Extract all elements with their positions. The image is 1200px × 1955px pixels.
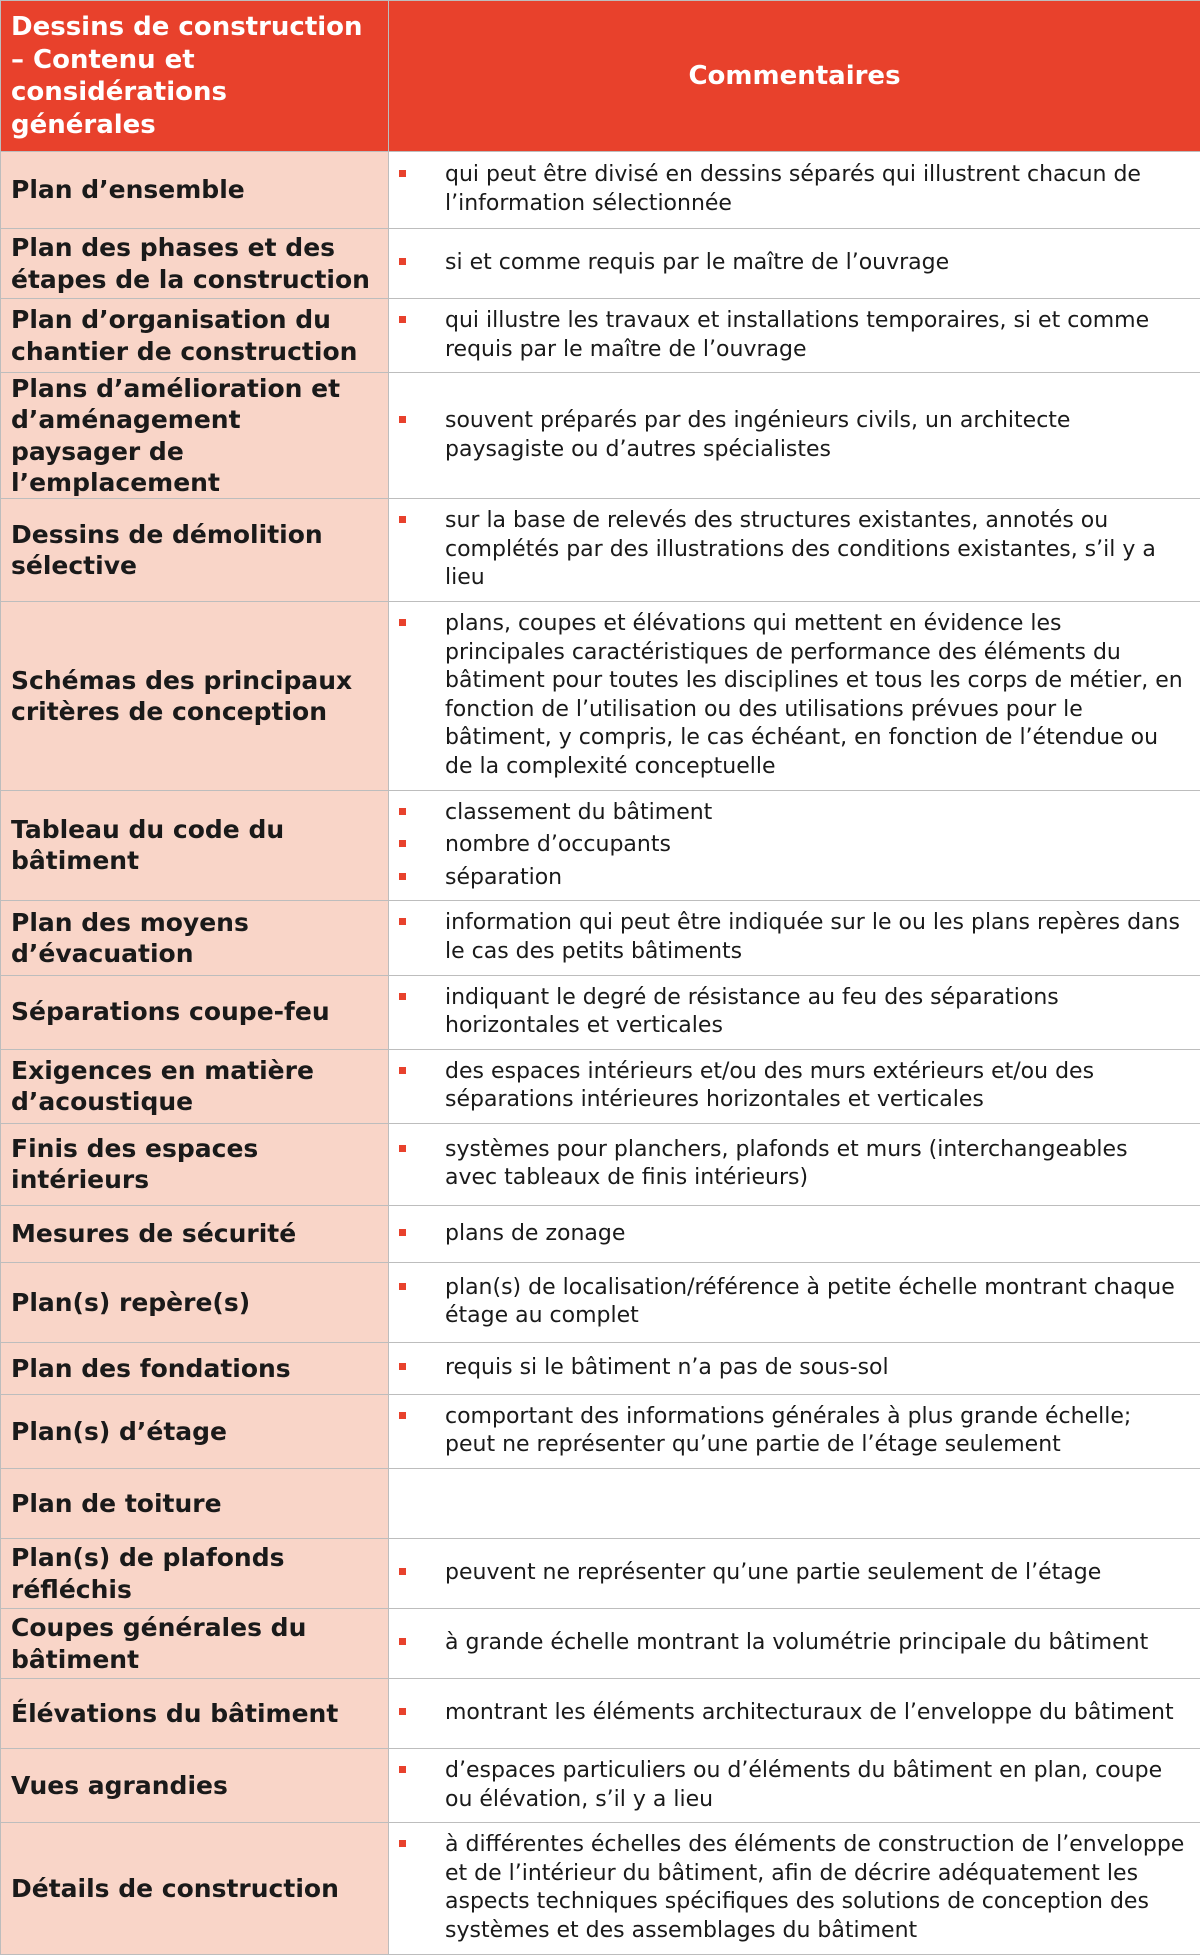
comment-cell [389, 601, 1200, 790]
comment-cell [389, 1679, 1200, 1749]
comment-text: si et comme requis par le maître de l’ouvrage [445, 250, 949, 275]
comment-item [399, 1403, 1186, 1460]
comment-list [399, 1220, 1186, 1249]
comment-list [399, 1699, 1186, 1728]
table-row [1, 1262, 1200, 1342]
comment-item [399, 1559, 1186, 1588]
comment-item [399, 249, 1186, 278]
table-row [1, 299, 1200, 373]
comment-cell [389, 1262, 1200, 1342]
drawing-type-cell: Schémas des principaux critères de conception [1, 601, 389, 790]
bullet-square-icon [399, 258, 406, 265]
bullet-square-icon [399, 170, 406, 177]
table-row [1, 1123, 1200, 1205]
comment-item [399, 1136, 1186, 1193]
comment-cell [389, 299, 1200, 373]
comment-text: d’espaces particuliers ou d’éléments du bâtiment en plan, coupe ou élévation, s’il y a lieu [445, 1758, 1162, 1812]
comment-item [399, 1629, 1186, 1658]
comment-cell [389, 1609, 1200, 1679]
comment-text: systèmes pour planchers, plafonds et murs (interchangeables avec tableaux de finis intérieurs) [445, 1137, 1128, 1191]
comment-list [399, 1757, 1186, 1814]
table-row [1, 1749, 1200, 1823]
bullet-square-icon [399, 1708, 406, 1715]
comment-list [399, 1559, 1186, 1588]
bullet-square-icon [399, 808, 406, 815]
drawing-type-cell: Plan d’ensemble [1, 152, 389, 229]
comment-text: requis si le bâtiment n’a pas de sous-sol [445, 1355, 889, 1380]
comment-item [399, 864, 1186, 893]
bullet-square-icon [399, 316, 406, 323]
comment-cell [389, 229, 1200, 299]
comment-cell [389, 373, 1200, 499]
comment-text: information qui peut être indiquée sur le ou les plans repères dans le cas des petits bâtiments [445, 910, 1180, 964]
drawing-type-cell: Exigences en matière d’acoustique [1, 1049, 389, 1123]
comment-text: qui illustre les travaux et installations temporaires, si et comme requis par le maître de l’ouvrage [445, 308, 1149, 362]
drawing-type-cell: Dessins de démolition sélective [1, 499, 389, 602]
comment-item [399, 1058, 1186, 1115]
table-row [1, 373, 1200, 499]
drawing-type-cell: Mesures de sécurité [1, 1205, 389, 1262]
comment-item [399, 610, 1186, 782]
comment-list [399, 507, 1186, 593]
table-row [1, 1609, 1200, 1679]
comment-item [399, 507, 1186, 593]
bullet-square-icon [399, 1363, 406, 1370]
table-row [1, 790, 1200, 901]
bullet-square-icon [399, 1145, 406, 1152]
bullet-square-icon [399, 1229, 406, 1236]
comment-cell [389, 1823, 1200, 1954]
comment-cell [389, 1205, 1200, 1262]
comment-cell [389, 1469, 1200, 1539]
comment-list [399, 1629, 1186, 1658]
drawing-type-cell: Détails de construction [1, 1823, 389, 1954]
comment-list [399, 799, 1186, 893]
drawing-type-cell: Élévations du bâtiment [1, 1679, 389, 1749]
header-row [1, 1, 1200, 152]
comment-cell [389, 499, 1200, 602]
bullet-square-icon [399, 1840, 406, 1847]
drawing-type-cell: Coupes générales du bâtiment [1, 1609, 389, 1679]
table-row [1, 901, 1200, 975]
table-row [1, 1539, 1200, 1609]
comment-text: à différentes échelles des éléments de construction de l’enveloppe et de l’intérieur du bâtiment, afin de décrire adéquatement les aspects techniques spécifiques des solutions de conception des systèmes et des assemblages du bâtiment [445, 1832, 1184, 1943]
comment-list [399, 984, 1186, 1041]
drawing-type-cell: Plan d’organisation du chantier de construction [1, 299, 389, 373]
comment-list [399, 1136, 1186, 1193]
comment-text: plan(s) de localisation/référence à petite échelle montrant chaque étage au complet [445, 1275, 1175, 1329]
drawing-type-cell: Plan(s) de plafonds réfléchis [1, 1539, 389, 1609]
comment-text: comportant des informations générales à plus grande échelle; peut ne représenter qu’une partie de l’étage seulement [445, 1404, 1131, 1458]
bullet-square-icon [399, 1283, 406, 1290]
drawing-type-cell: Tableau du code du bâtiment [1, 790, 389, 901]
comment-text: des espaces intérieurs et/ou des murs extérieurs et/ou des séparations intérieures horizontales et verticales [445, 1059, 1094, 1113]
table-row [1, 1394, 1200, 1468]
comment-cell [389, 1342, 1200, 1394]
drawing-type-cell: Séparations coupe-feu [1, 975, 389, 1049]
table-row [1, 1049, 1200, 1123]
table-row [1, 601, 1200, 790]
comment-text: séparation [445, 865, 562, 890]
comment-list [399, 249, 1186, 278]
bullet-square-icon [399, 1766, 406, 1773]
drawing-type-cell: Plan(s) d’étage [1, 1394, 389, 1468]
comment-list [399, 1403, 1186, 1460]
comment-cell [389, 975, 1200, 1049]
bullet-square-icon [399, 873, 406, 880]
drawing-type-cell: Plans d’amélioration et d’aménagement paysager de l’emplacement [1, 373, 389, 499]
comment-list [399, 1274, 1186, 1331]
header-comments: Commentaires [389, 1, 1200, 152]
comment-list [399, 307, 1186, 364]
table-row [1, 1823, 1200, 1954]
comment-item [399, 1831, 1186, 1945]
comment-item [399, 1354, 1186, 1383]
table-row [1, 499, 1200, 602]
bullet-square-icon [399, 1568, 406, 1575]
table-row [1, 229, 1200, 299]
bullet-square-icon [399, 416, 406, 423]
bullet-square-icon [399, 993, 406, 1000]
drawing-type-cell: Plan des phases et des étapes de la construction [1, 229, 389, 299]
comment-text: montrant les éléments architecturaux de l’enveloppe du bâtiment [445, 1700, 1174, 1725]
comment-item [399, 799, 1186, 828]
bullet-square-icon [399, 840, 406, 847]
table-row [1, 1469, 1200, 1539]
comment-text: classement du bâtiment [445, 800, 712, 825]
comment-text: souvent préparés par des ingénieurs civils, un architecte paysagiste ou d’autres spécialistes [445, 408, 1070, 462]
bullet-square-icon [399, 1638, 406, 1645]
comment-list [399, 1354, 1186, 1383]
comment-cell [389, 1394, 1200, 1468]
comment-cell [389, 1749, 1200, 1823]
drawing-type-cell: Plan de toiture [1, 1469, 389, 1539]
comment-list [399, 909, 1186, 966]
bullet-square-icon [399, 516, 406, 523]
comment-item [399, 1757, 1186, 1814]
comment-list [399, 407, 1186, 464]
comment-list [399, 161, 1186, 218]
comment-item [399, 1699, 1186, 1728]
drawing-type-cell: Plan(s) repère(s) [1, 1262, 389, 1342]
bullet-square-icon [399, 1067, 406, 1074]
comment-item [399, 161, 1186, 218]
comment-cell [389, 1049, 1200, 1123]
table-row [1, 152, 1200, 229]
drawing-type-cell: Vues agrandies [1, 1749, 389, 1823]
comment-text: plans, coupes et élévations qui mettent en évidence les principales caractéristiques de performance des éléments du bâtiment pour toutes les disciplines et tous les corps de métier, en fonction de l’utilisation ou des utilisations prévues pour le bâtiment, y compris, le cas échéant, en fonction de l’étendue ou de la complexité conceptuelle [445, 611, 1183, 779]
comment-text: peuvent ne représenter qu’une partie seulement de l’étage [445, 1560, 1101, 1585]
comment-text: indiquant le degré de résistance au feu des séparations horizontales et verticales [445, 985, 1059, 1039]
comment-cell [389, 1123, 1200, 1205]
comment-list [399, 1831, 1186, 1945]
comment-text: plans de zonage [445, 1221, 625, 1246]
comment-list [399, 610, 1186, 782]
comment-item [399, 831, 1186, 860]
table-body [1, 152, 1200, 1955]
comment-cell [389, 901, 1200, 975]
comment-item [399, 1274, 1186, 1331]
comment-cell [389, 1539, 1200, 1609]
comment-item [399, 407, 1186, 464]
comment-text: à grande échelle montrant la volumétrie principale du bâtiment [445, 1630, 1148, 1655]
bullet-square-icon [399, 619, 406, 626]
bullet-square-icon [399, 1412, 406, 1419]
comment-item [399, 909, 1186, 966]
drawing-type-cell: Finis des espaces intérieurs [1, 1123, 389, 1205]
table-row [1, 1679, 1200, 1749]
comment-text: sur la base de relevés des structures existantes, annotés ou complétés par des illustrations des conditions existantes, s’il y a lieu [445, 508, 1156, 590]
table-row [1, 1342, 1200, 1394]
drawing-type-cell: Plan des fondations [1, 1342, 389, 1394]
comment-text: nombre d’occupants [445, 832, 671, 857]
drawing-type-cell: Plan des moyens d’évacuation [1, 901, 389, 975]
comment-item [399, 1220, 1186, 1249]
header-drawings: Dessins de construction – Contenu et considérations générales [1, 1, 389, 152]
comment-item [399, 984, 1186, 1041]
comment-cell [389, 152, 1200, 229]
table-row [1, 975, 1200, 1049]
table-row [1, 1205, 1200, 1262]
comment-text: qui peut être divisé en dessins séparés qui illustrent chacun de l’information sélectionnée [445, 162, 1141, 216]
comment-list [399, 1058, 1186, 1115]
comment-item [399, 307, 1186, 364]
comment-cell [389, 790, 1200, 901]
bullet-square-icon [399, 918, 406, 925]
